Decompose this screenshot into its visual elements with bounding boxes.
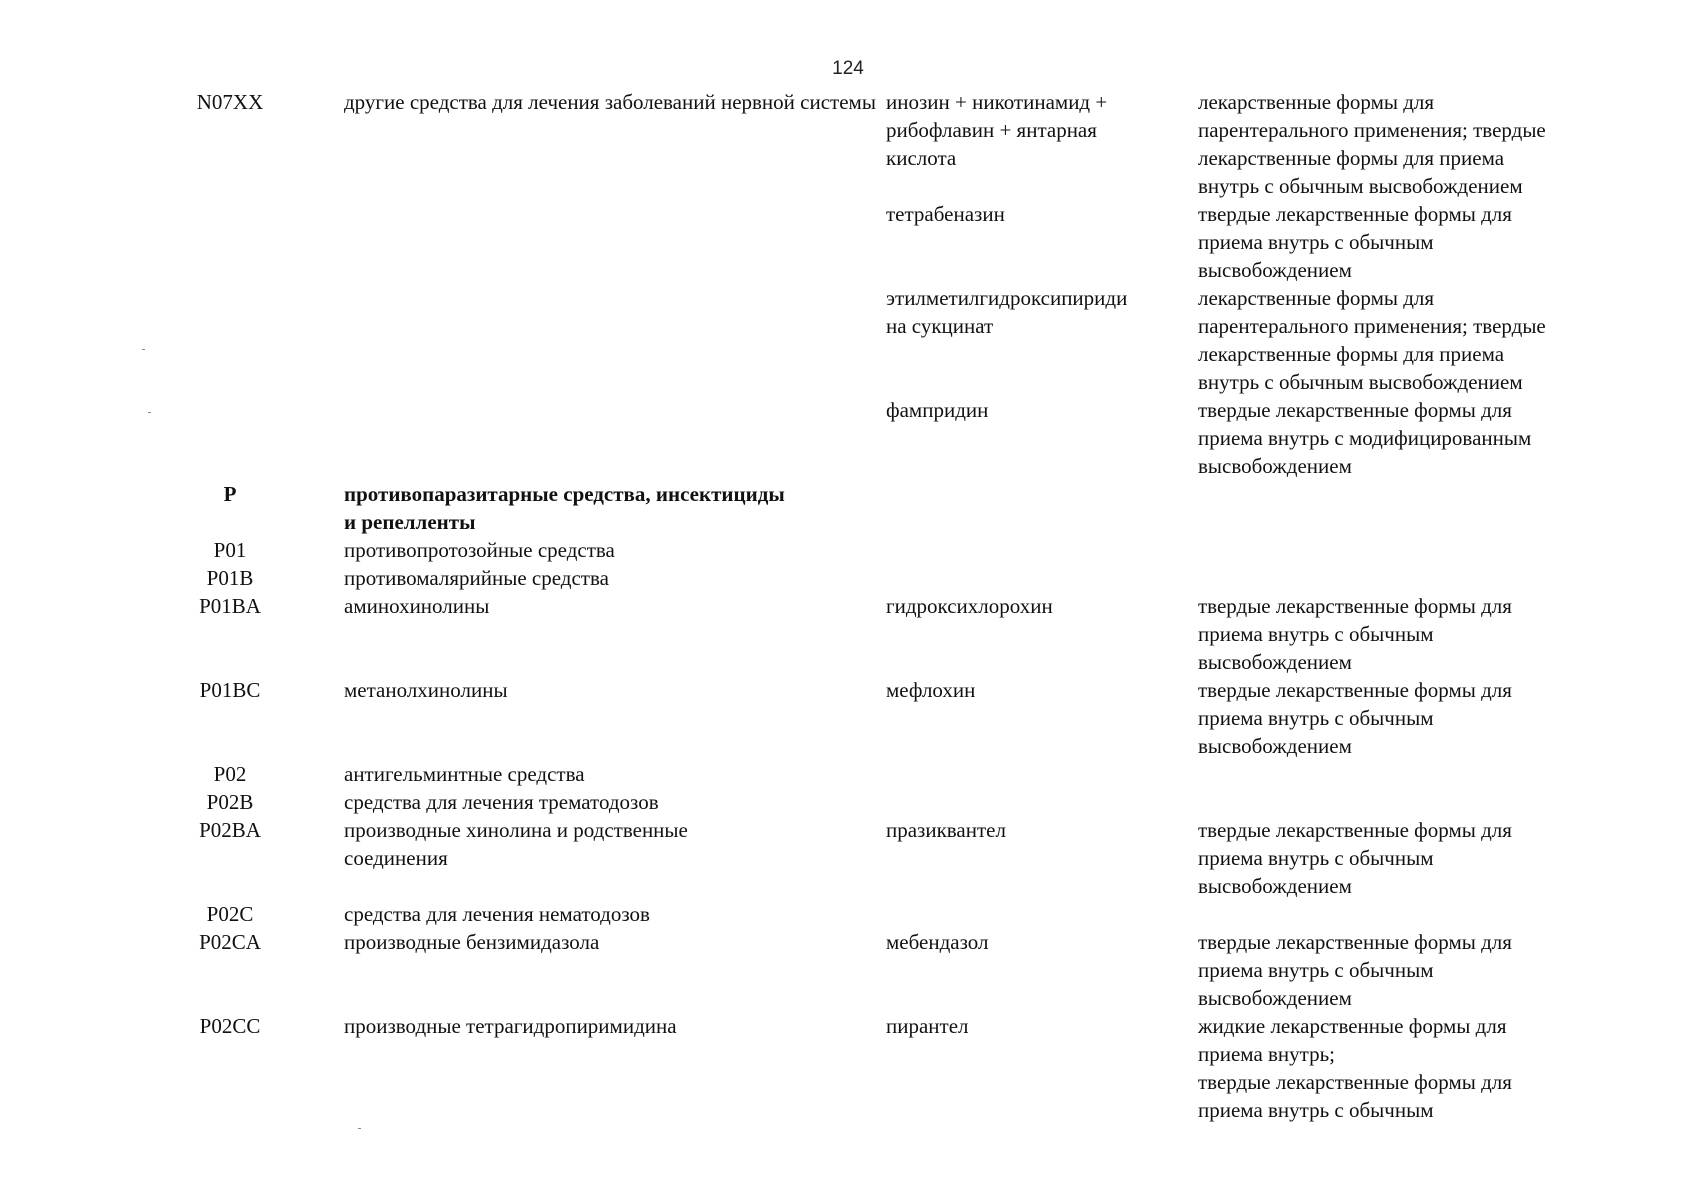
table-row xyxy=(120,480,1600,536)
dosage-form: твердые лекарственные формы для приема внутрь с обычным высвобождением xyxy=(1198,930,1512,1010)
table-row xyxy=(120,900,1600,928)
drug-name: мебендазол xyxy=(886,930,989,954)
atc-code: P01 xyxy=(213,538,247,562)
atc-group-name: средства для лечения трематодозов xyxy=(344,790,659,814)
table-row xyxy=(120,676,1600,760)
atc-code: P01B xyxy=(206,566,254,590)
drug-name: празиквантел xyxy=(886,818,1006,842)
atc-group-name: другие средства для лечения заболеваний нервной системы xyxy=(344,90,876,114)
table-row xyxy=(120,88,1600,200)
atc-code: P01BC xyxy=(199,678,261,702)
atc-group-name: производные бензимидазола xyxy=(344,930,600,954)
atc-code: P02C xyxy=(206,902,254,926)
dosage-form: твердые лекарственные формы для приема внутрь с обычным высвобождением xyxy=(1198,678,1512,758)
atc-code: P02BA xyxy=(199,818,261,842)
scan-speck xyxy=(358,1128,361,1129)
atc-group-name: производные хинолина и родственные соединения xyxy=(344,818,688,870)
dosage-form: твердые лекарственные формы для приема внутрь с обычным высвобождением xyxy=(1198,818,1512,898)
scan-speck xyxy=(148,412,151,413)
table-row xyxy=(120,816,1600,900)
drug-name: пирантел xyxy=(886,1014,969,1038)
table-row-continuation xyxy=(120,284,1600,396)
table-row xyxy=(120,536,1600,564)
atc-group-name: антигельминтные средства xyxy=(344,762,585,786)
atc-group-name: метанолхинолины xyxy=(344,678,508,702)
table-row-continuation xyxy=(120,396,1600,480)
drug-name: фампридин xyxy=(886,398,989,422)
table-row-continuation xyxy=(120,200,1600,284)
table-row xyxy=(120,928,1600,1012)
dosage-form: твердые лекарственные формы для приема внутрь с модифицированным высвобождением xyxy=(1198,398,1532,478)
drug-name: тетрабеназин xyxy=(886,202,1005,226)
atc-group-name: противомалярийные средства xyxy=(344,566,609,590)
atc-group-name: противопаразитарные средства, инсектициды и репелленты xyxy=(344,482,785,534)
atc-code: P01BA xyxy=(199,594,261,618)
atc-group-name: противопротозойные средства xyxy=(344,538,615,562)
table-row xyxy=(120,788,1600,816)
drug-name: инозин + никотинамид + рибофлавин + янтарная кислота xyxy=(886,90,1108,170)
dosage-form: лекарственные формы для парентерального применения; твердые лекарственные формы для приема внутрь с обычным высвобождением xyxy=(1198,90,1546,198)
dosage-form: лекарственные формы для парентерального применения; твердые лекарственные формы для приема внутрь с обычным высвобождением xyxy=(1198,286,1546,394)
dosage-form: жидкие лекарственные формы для приема внутрь; твердые лекарственные формы для приема внутрь с обычным xyxy=(1198,1014,1512,1122)
table-row xyxy=(120,760,1600,788)
table-row xyxy=(120,564,1600,592)
atc-group-name: средства для лечения нематодозов xyxy=(344,902,650,926)
atc-code: P02CA xyxy=(199,930,261,954)
atc-code: P02 xyxy=(213,762,247,786)
table-row xyxy=(120,592,1600,676)
atc-code: N07XX xyxy=(196,90,264,114)
drug-name: гидроксихлорохин xyxy=(886,594,1053,618)
scan-speck xyxy=(142,349,145,350)
atc-group-name: производные тетрагидропиримидина xyxy=(344,1014,677,1038)
drug-name: мефлохин xyxy=(886,678,976,702)
atc-code: P xyxy=(223,482,237,506)
dosage-form: твердые лекарственные формы для приема внутрь с обычным высвобождением xyxy=(1198,202,1512,282)
drug-classification-table xyxy=(120,88,1600,1124)
atc-code: P02B xyxy=(206,790,254,814)
drug-name: этилметилгидроксипириди на сукцинат xyxy=(886,286,1128,338)
atc-group-name: аминохинолины xyxy=(344,594,490,618)
table-row xyxy=(120,1012,1600,1124)
dosage-form: твердые лекарственные формы для приема внутрь с обычным высвобождением xyxy=(1198,594,1512,674)
page-number: 124 xyxy=(832,58,864,79)
atc-code: P02CC xyxy=(199,1014,261,1038)
